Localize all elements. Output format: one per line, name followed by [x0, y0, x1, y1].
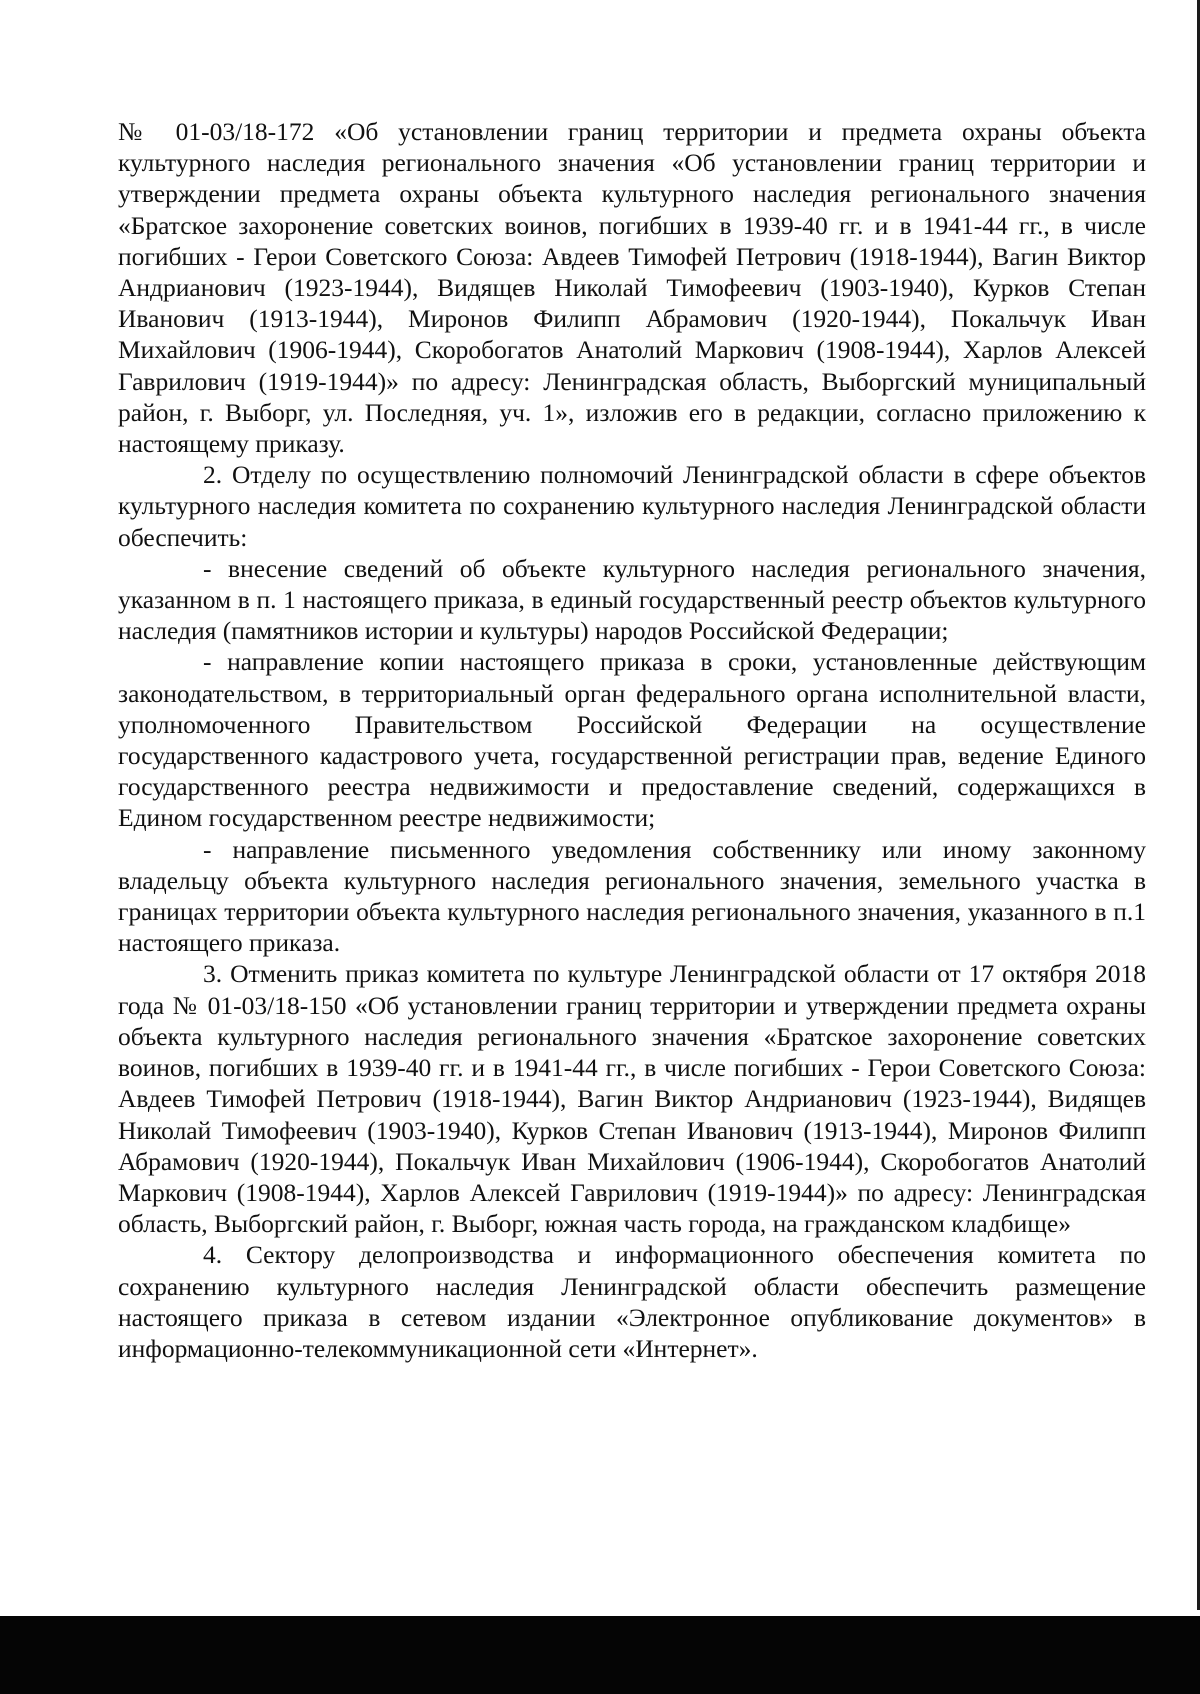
- paragraph-1-continuation: № 01-03/18-172 «Об установлении границ территории и предмета охраны объекта культурного наследия регионального значения «Об установлении границ территории и утверждении предмета охраны объекта культурного наследия регионального значения «Братское захоронение советских воинов, погибших в 1939-40 гг. и в 1941-44 гг., в числе погибших - Герои Советского Союза: Авдеев Тимофей Петрович (1918-1944), Вагин Виктор Андрианович (1923-1944), Видящев Николай Тимофеевич (1903-1940), Курков Степан Иванович (1913-1944), Миронов Филипп Абрамович (1920-1944), Покальчук Иван Михайлович (1906-1944), Скоробогатов Анатолий Маркович (1908-1944), Харлов Алексей Гаврилович (1919-1944)» по адресу: Ленинградская область, Выборгский муниципальный район, г. Выборг, ул. Последняя, уч. 1», изложив его в редакции, согласно приложению к настоящему приказу.: [118, 117, 1146, 459]
- paragraph-2: 2. Отделу по осуществлению полномочий Ленинградской области в сфере объектов культурного наследия комитета по сохранению культурного наследия Ленинградской области обеспечить:: [118, 460, 1146, 552]
- list-item-copy-dispatch: - направление копии настоящего приказа в сроки, установленные действующим законодательством, в территориальный орган федерального органа исполнительной власти, уполномоченного Правительством Российской Федерации на осуществление государственного кадастрового учета, государственной регистрации прав, ведение Единого государственного реестра недвижимости и предоставление сведений, содержащихся в Едином государственном реестре недвижимости;: [118, 647, 1146, 833]
- scan-bottom-border: [0, 1616, 1200, 1694]
- paragraph-3: 3. Отменить приказ комитета по культуре Ленинградской области от 17 октября 2018 года № 01-03/18-150 «Об установлении границ территории и утверждении предмета охраны объекта культурного наследия регионального значения «Братское захоронение советских воинов, погибших в 1939-40 гг. и в 1941-44 гг., в числе погибших - Герои Советского Союза: Авдеев Тимофей Петрович (1918-1944), Вагин Виктор Андрианович (1923-1944), Видящев Николай Тимофеевич (1903-1940), Курков Степан Иванович (1913-1944), Миронов Филипп Абрамович (1920-1944), Покальчук Иван Михайлович (1906-1944), Скоробогатов Анатолий Маркович (1908-1944), Харлов Алексей Гаврилович (1919-1944)» по адресу: Ленинградская область, Выборгский район, г. Выборг, южная часть города, на гражданском кладбище»: [118, 959, 1146, 1239]
- list-item-owner-notice: - направление письменного уведомления собственнику или иному законному владельцу объекта культурного наследия регионального значения, земельного участка в границах территории объекта культурного наследия регионального значения, указанного в п.1 настоящего приказа.: [118, 834, 1146, 958]
- paragraph-4: 4. Сектору делопроизводства и информационного обеспечения комитета по сохранению культурного наследия Ленинградской области обеспечить размещение настоящего приказа в сетевом издании «Электронное опубликование документов» в информационно-телекоммуникационной сети «Интернет».: [118, 1240, 1146, 1363]
- document-body: [118, 116, 1146, 1364]
- list-item-registry: - внесение сведений об объекте культурного наследия регионального значения, указанном в п. 1 настоящего приказа, в единый государственный реестр объектов культурного наследия (памятников истории и культуры) народов Российской Федерации;: [118, 553, 1146, 646]
